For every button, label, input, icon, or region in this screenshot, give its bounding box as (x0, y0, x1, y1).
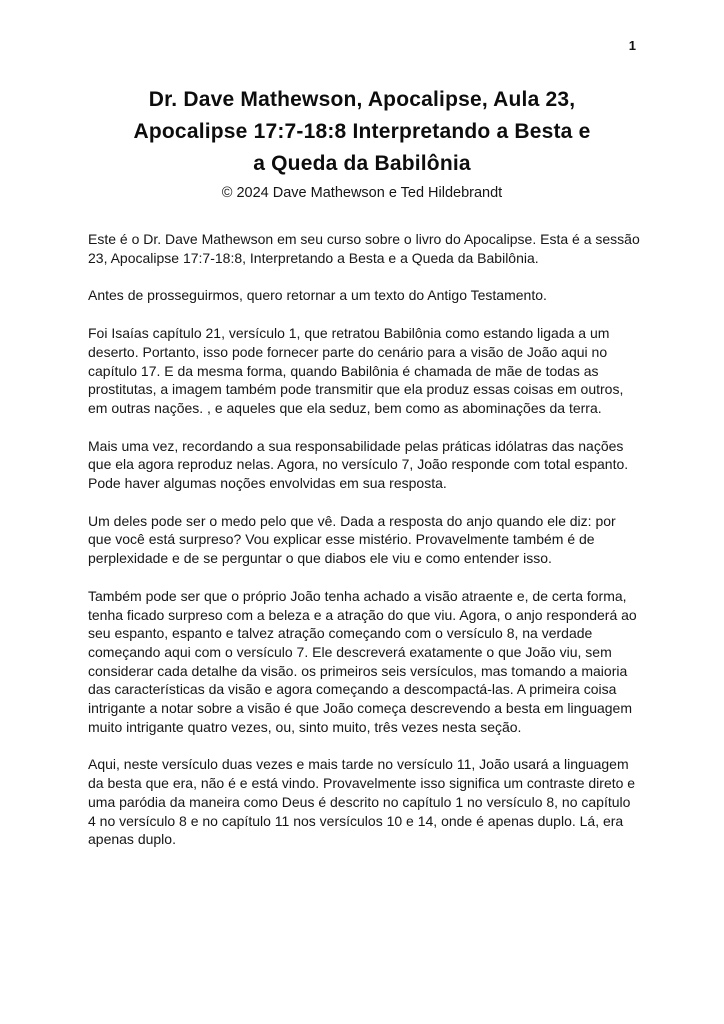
document-header (0, 84, 724, 203)
title-line-3: a Queda da Babilônia (253, 152, 471, 175)
paragraph: Um deles pode ser o medo pelo que vê. Dada a resposta do anjo quando ele diz: por que você está surpreso? Vou explicar esse mistério. Provavelmente também é de perplexidade e de se perguntar o que diabos ele viu e como entender isso. (88, 512, 616, 567)
document-title (0, 84, 724, 180)
paragraph: Antes de prosseguirmos, quero retornar a um texto do Antigo Testamento. (88, 287, 547, 304)
page-number: 1 (628, 38, 636, 53)
paragraph: Foi Isaías capítulo 21, versículo 1, que retratou Babilônia como estando ligada a um deserto. Portanto, isso pode fornecer parte do cenário para a visão de João aqui no capítulo 17. E da mesma forma, quando Babilônia é chamada de mãe de todas as prostitutas, a imagem também pode transmitir que ela produz essas coisas em outros, em outras nações. , e aqueles que ela seduz, bem como as abominações da terra. (88, 325, 624, 416)
document-body (88, 230, 640, 849)
title-line-2: Apocalipse 17:7-18:8 Interpretando a Besta e (133, 120, 591, 143)
copyright-line: © 2024 Dave Mathewson e Ted Hildebrandt (221, 185, 503, 201)
paragraph: Este é o Dr. Dave Mathewson em seu curso sobre o livro do Apocalipse. Esta é a sessão 23, Apocalipse 17:7-18:8, Interpretando a Besta e a Queda da Babilônia. (88, 231, 640, 266)
paragraph: Aqui, neste versículo duas vezes e mais tarde no versículo 11, João usará a linguagem da besta que era, não é e está vindo. Provavelmente isso significa um contraste direto e uma paródia da maneira como Deus é descrito no capítulo 1 no versículo 8, no capítulo 4 no versículo 8 e no capítulo 11 nos versículos 10 e 14, onde é apenas duplo. Lá, era apenas duplo. (88, 756, 636, 848)
paragraph: Também pode ser que o próprio João tenha achado a visão atraente e, de certa forma, tenha ficado surpreso com a beleza e a atração do que viu. Agora, o anjo responderá ao seu espanto, espanto e talvez atração começando com o versículo 8, na verdade começando aqui com o versículo 7. Ele descreverá exatamente o que João viu, sem considerar cada detalhe da visão. os primeiros seis versículos, mas tomando a maioria das características da visão e agora começando a descompactá-las. A primeira coisa intrigante a notar sobre a visão é que João começa descrevendo a besta em linguagem muito intrigante quatro vezes, ou, sinto muito, três vezes nesta seção. (88, 587, 637, 735)
paragraph: Mais uma vez, recordando a sua responsabilidade pelas práticas idólatras das nações que ela agora reproduz nelas. Agora, no versículo 7, João responde com total espanto. Pode haver algumas noções envolvidas em sua resposta. (88, 437, 629, 492)
title-line-1: Dr. Dave Mathewson, Apocalipse, Aula 23, (148, 88, 576, 111)
